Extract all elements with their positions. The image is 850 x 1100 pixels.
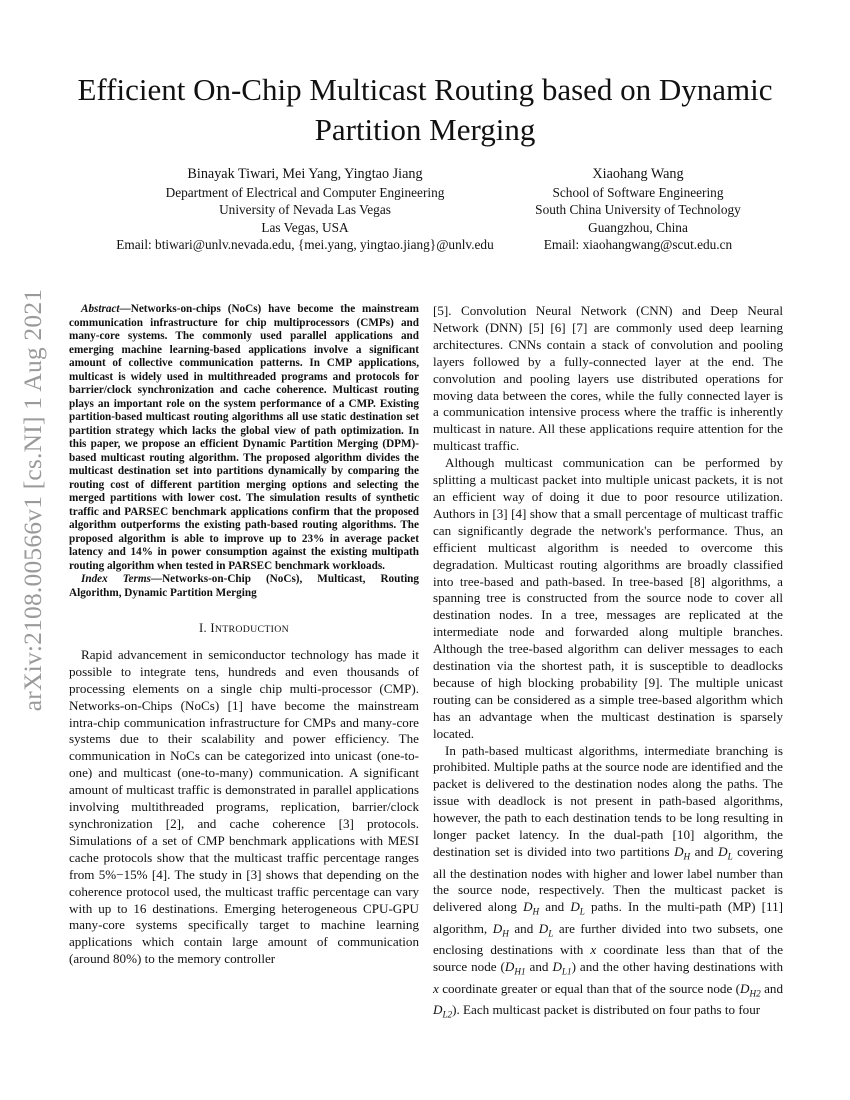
section-heading-text: I. INTRODUCTION [198, 621, 290, 635]
intro-paragraph: Rapid advancement in semiconductor technology has made it possible to integrate tens, hundreds and even thousands of processing elements on a single chip multi-processor (CMP). Networks-on-Chips (NoCs) [1] have become the mainstream intra-chip communication infrastructure for CMPs and many-core systems due to their scalability and power efficiency. The communication in NoCs can be categorized into unicast (one-to-one) and multicast (one-to-many) communication. A significant amount of multicast traffic is demonstrated in parallel applications involving multithreaded programs, replication, barrier/clock synchronization [2], and cache coherence [3] protocols. Simulations of a set of CMP benchmark applications with MESI cache protocols show that the multicast traffic percentage ranges from 5%−15% [4]. The study in [3] shows that depending on the coherence protocol used, the multicast traffic percentage can vary with up to 16 destinations. Emerging heterogeneous CPU-GPU many-core systems specifically target to machine learning applications which contain large amount of communication (around 80%) to the memory controller [69, 646, 419, 967]
author-block-left [105, 166, 505, 254]
body-paragraph-1: [5]. Convolution Neural Network (CNN) and Deep Neural Network (DNN) [5] [6] [7] are commonly used deep learning architectures. CNNs contain a stack of convolution and pooling layers followed by a fully-connected layer at the end. The convolution and pooling layers use distributed operations for moving data between the cores, while the fully connected layer is a communication intensive process where the traffic is inherently multicast in nature. All these applications require attention for the multicast traffic. [433, 303, 783, 454]
paper-title: Efficient On-Chip Multicast Routing based on Dynamic Partition Merging [77, 72, 773, 147]
author-block-right [488, 166, 788, 254]
abstract-label: Abstract [81, 303, 120, 315]
arxiv-sidebar [8, 288, 58, 712]
author-names: Binayak Tiwari, Mei Yang, Yingtao Jiang [187, 166, 423, 182]
right-column [433, 303, 783, 1024]
left-column [69, 303, 419, 968]
abstract [69, 303, 419, 573]
index-terms-text: —Networks-on-Chip (NoCs), Multicast, Routing Algorithm, Dynamic Partition Merging [69, 573, 419, 599]
author-names: Xiaohang Wang [592, 166, 684, 182]
arxiv-identifier: arXiv:2108.00566v1 [cs.NI] 1 Aug 2021 [18, 288, 47, 712]
author-department: School of Software Engineering [552, 184, 724, 200]
author-department: Department of Electrical and Computer Engineering [165, 184, 445, 200]
author-location: Guangzhou, China [588, 219, 688, 235]
author-university: South China University of Technology [535, 202, 741, 217]
section-heading [69, 620, 419, 639]
abstract-text: —Networks-on-chips (NoCs) have become the mainstream communication infrastructure for chip multiprocessors (CMPs) and many-core systems. The commonly used parallel applications and emerging machine learning-based applications involve a significant amount of collective communication patterns. In CMP applications, multicast is widely used in multithreaded programs and protocols for barrier/clock synchronization and cache coherence. Multicast routing plays an important role on the system performance of a CMP. Existing partition-based multicast routing algorithms all use static destination set partition strategy which lacks the global view of path optimization. In this paper, we propose an efficient Dynamic Partition Merging (DPM)-based multicast routing algorithm. The proposed algorithm divides the multicast destination set into partitions dynamically by comparing the routing cost of different partition merging options and selecting the merged partitions with lower cost. The simulation results of synthetic traffic and PARSEC benchmark applications confirm that the proposed algorithm outperforms the existing path-based routing algorithms. The proposed algorithm is able to improve up to 23% in average packet latency and 14% in power consumption against the existing multipath routing algorithm when tested in PARSEC benchmark workloads. [69, 303, 419, 572]
index-terms [69, 573, 419, 600]
author-email: Email: btiwari@unlv.nevada.edu, {mei.yang, yingtao.jiang}@unlv.edu [116, 237, 494, 252]
body-paragraph-2: Although multicast communication can be performed by splitting a multicast packet into multiple unicast packets, it is not an efficient way of doing it due to poor resource utilization. Authors in [3] [4] show that a small percentage of multicast traffic can significantly degrade the network's performance. Thus, an efficient multicast algorithm is needed to overcome this degradation. Multicast routing algorithms are broadly classified into tree-based and path-based. In tree-based [8] algorithms, a spanning tree is constructed from the source node to cover all destination nodes. In a tree, messages are replicated at the intermediate node and forwarded along multiple branches. Although the tree-based algorithm can deliver messages to each destination via the shortest path, it is susceptible to deadlocks because of high blocking probability [9]. The multiple unicast routing can be considered as a simple tree-based algorithm which has an advantage when the multicast destination is sparsely located. [433, 455, 783, 741]
author-email: Email: xiaohangwang@scut.edu.cn [543, 237, 733, 252]
index-terms-label: Index Terms [81, 573, 151, 585]
author-location: Las Vegas, USA [261, 219, 349, 235]
author-university: University of Nevada Las Vegas [219, 202, 391, 217]
body-paragraph-3: In path-based multicast algorithms, intermediate branching is prohibited. Multiple paths at the source node are identified and the packet is delivered to the destination nodes along the paths. The issue with deadlock is not present in path-based algorithms, however, the path to each destination tends to be long resulting in longer packet latency. In the dual-path [10] algorithm, the destination set is divided into two partitions $D_H$ and $D_L$ covering all the destination nodes with higher and lower label number than the source node, respectively. Then the multicast packet is delivered along $D_H$ and $D_L$ paths. In the multi-path (MP) [11] algorithm, $D_H$ and $D_L$ are further divided into two subsets, one enclosing destinations with x coordinate less than that of the source node ($D_{H1}$ and $D_{L1}$) and the other having destinations with x coordinate greater or equal than that of the source node ($D_{H2}$ and $D_{L2}$). Each multicast packet is distributed on four paths to four [433, 742, 784, 1020]
